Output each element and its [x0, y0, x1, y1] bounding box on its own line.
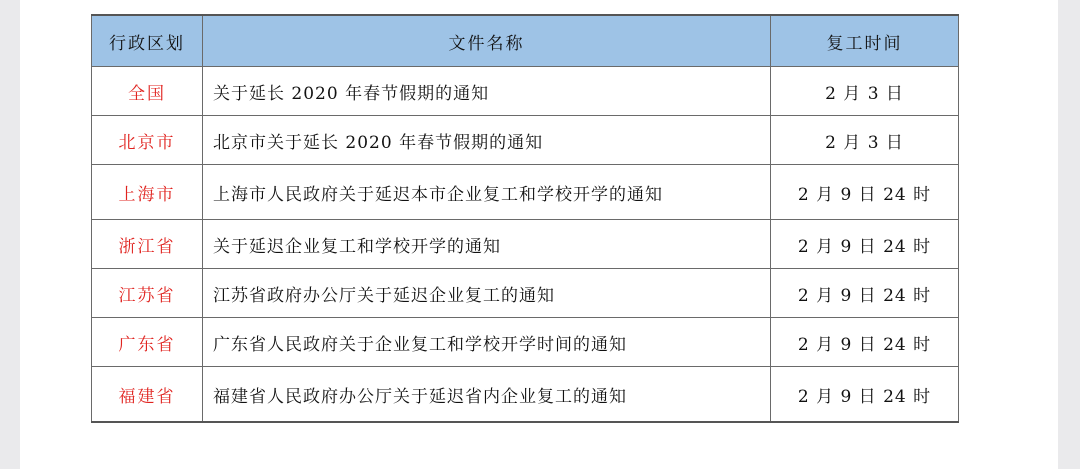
table-row [92, 269, 959, 318]
region-cell: 北京市 [92, 116, 203, 165]
table-header-row [92, 15, 959, 67]
region-cell: 江苏省 [92, 269, 203, 318]
resume-time-cell: 2 月 9 日 24 时 [771, 165, 959, 220]
document-page [20, 0, 1058, 469]
region-cell: 广东省 [92, 318, 203, 367]
table-row [92, 67, 959, 116]
resume-time-cell: 2 月 9 日 24 时 [771, 220, 959, 269]
resume-time-cell: 2 月 3 日 [771, 67, 959, 116]
resume-time-cell: 2 月 3 日 [771, 116, 959, 165]
table-row [92, 367, 959, 423]
document-name-cell: 北京市关于延长 2020 年春节假期的通知 [203, 116, 771, 165]
region-cell: 福建省 [92, 367, 203, 423]
document-name-cell: 江苏省政府办公厅关于延迟企业复工的通知 [203, 269, 771, 318]
document-name-cell: 关于延迟企业复工和学校开学的通知 [203, 220, 771, 269]
table-row [92, 165, 959, 220]
table-row [92, 220, 959, 269]
table-row [92, 318, 959, 367]
resume-time-cell: 2 月 9 日 24 时 [771, 367, 959, 423]
region-cell: 全国 [92, 67, 203, 116]
header-document-name: 文件名称 [203, 15, 771, 67]
document-name-cell: 广东省人民政府关于企业复工和学校开学时间的通知 [203, 318, 771, 367]
document-name-cell: 关于延长 2020 年春节假期的通知 [203, 67, 771, 116]
table-row [92, 116, 959, 165]
resume-time-cell: 2 月 9 日 24 时 [771, 318, 959, 367]
resume-time-cell: 2 月 9 日 24 时 [771, 269, 959, 318]
document-name-cell: 福建省人民政府办公厅关于延迟省内企业复工的通知 [203, 367, 771, 423]
header-resume-time: 复工时间 [771, 15, 959, 67]
resumption-schedule-table [91, 14, 959, 423]
region-cell: 浙江省 [92, 220, 203, 269]
header-region: 行政区划 [92, 15, 203, 67]
document-name-cell: 上海市人民政府关于延迟本市企业复工和学校开学的通知 [203, 165, 771, 220]
region-cell: 上海市 [92, 165, 203, 220]
